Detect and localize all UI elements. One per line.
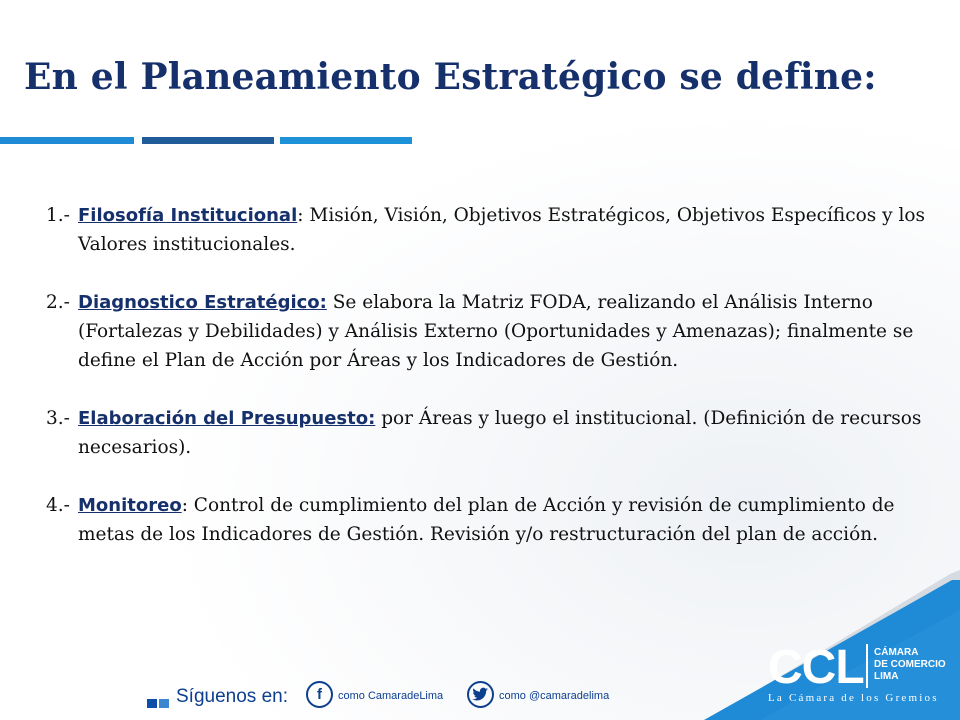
logo-name-line: LIMA <box>874 671 899 682</box>
logo-name-line: DE COMERCIO <box>874 659 946 670</box>
item-heading: Diagnostico Estratégico: <box>78 292 327 313</box>
logo-name <box>874 647 946 683</box>
item-heading: Elaboración del Presupuesto: <box>78 408 376 429</box>
twitter-link[interactable]: como @camaradelima <box>499 690 610 702</box>
content-list <box>46 201 926 578</box>
item-text: por Áreas y luego el institucional. (Definición de recursos necesarios). <box>78 408 922 458</box>
slide-title: En el Planeamiento Estratégico se define: <box>24 56 877 98</box>
facebook-link[interactable]: como CamaradeLima <box>338 690 444 702</box>
list-item <box>46 288 926 375</box>
item-number: 3.- <box>46 408 70 429</box>
logo-tagline: La Cámara de los Gremios <box>768 692 939 704</box>
footer-squares-icon <box>147 693 171 712</box>
item-text: : Control de cumplimiento del plan de Acción y revisión de cumplimiento de metas de los Indicadores de Gestión. Revisión y/o restructuración del plan de acción. <box>78 495 895 545</box>
underline-bar-2 <box>142 137 274 144</box>
underline-bar-3 <box>280 137 412 144</box>
facebook-icon[interactable]: f <box>306 681 333 708</box>
item-number: 4.- <box>46 495 70 516</box>
underline-bar-1 <box>0 137 134 144</box>
item-heading: Monitoreo <box>78 495 182 516</box>
item-number: 1.- <box>46 205 70 226</box>
logo-divider <box>866 644 868 688</box>
twitter-icon[interactable] <box>467 681 494 708</box>
item-text: Se elabora la Matriz FODA, realizando el Análisis Interno (Fortalezas y Debilidades) y Análisis Externo (Oportunidades y Amenazas); finalmente se define el Plan de Acción por Áreas y los Indicadores de Gestión. <box>78 292 914 371</box>
list-item <box>46 201 926 259</box>
logo-name-line: CÁMARA <box>874 647 919 658</box>
list-item <box>46 491 926 549</box>
item-text: : Misión, Visión, Objetivos Estratégicos, Objetivos Específicos y los Valores institucionales. <box>78 205 926 255</box>
item-number: 2.- <box>46 292 70 313</box>
item-heading: Filosofía Institucional <box>78 205 298 226</box>
title-underline-bars <box>0 137 412 144</box>
list-item <box>46 404 926 462</box>
follow-label: Síguenos en: <box>176 686 288 707</box>
logo-acronym: CCL <box>768 641 864 694</box>
